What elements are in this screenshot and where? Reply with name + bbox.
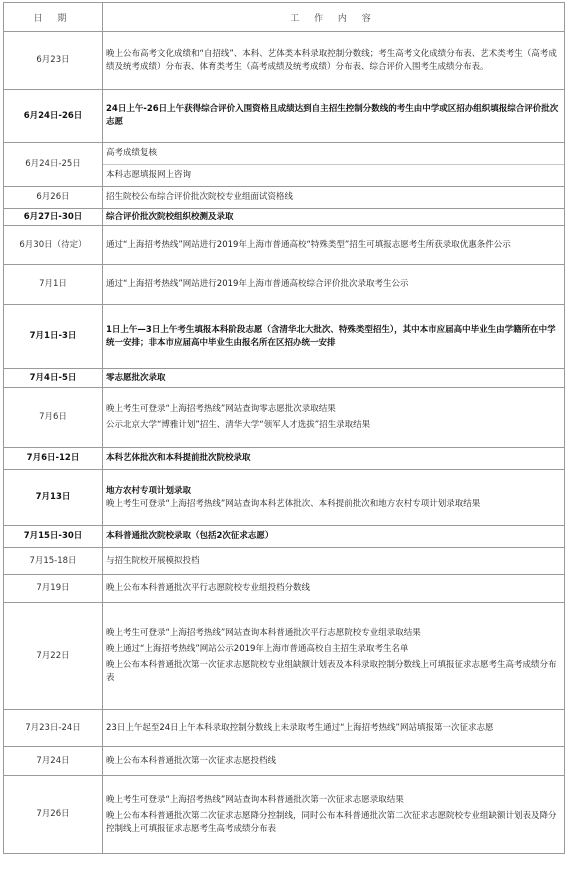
work-line: 综合评价批次院校组织校测及录取 — [106, 211, 234, 222]
work-cell — [103, 776, 565, 854]
table-row — [4, 747, 565, 776]
work-cell — [103, 369, 565, 388]
table-row — [4, 90, 565, 143]
date-cell: 7月24日 — [4, 747, 103, 776]
work-line: 晚上公布高考文化成绩和“自招线”、本科、艺体类本科录取控制分数线；考生高考文化成绩分布表、艺术类考生（高考成绩及统考成绩）分布表、体育类考生（高考成绩及统考成绩）分布表、综合评价入围考生成绩分布表。 — [106, 48, 557, 72]
work-cell — [103, 305, 565, 369]
work-line: 零志愿批次录取 — [106, 372, 166, 383]
work-cell — [103, 90, 565, 143]
work-line: 通过“上海招考热线”网站进行2019年上海市普通高校综合评价批次录取考生公示 — [106, 279, 409, 289]
work-cell — [103, 448, 565, 470]
date-cell: 6月23日 — [4, 32, 103, 90]
work-cell — [103, 548, 565, 575]
date-cell: 7月1日-3日 — [4, 305, 103, 369]
work-cell — [103, 187, 565, 209]
work-cell — [103, 209, 565, 226]
work-line: 公示北京大学“博雅计划”招生、清华大学“领军人才选拔”招生录取结果 — [106, 420, 371, 430]
work-line: 24日上午-26日上午获得综合评价入围资格且成绩达到自主招生控制分数线的考生由中学或区招办组织填报综合评价批次志愿 — [106, 104, 559, 127]
table-row — [4, 710, 565, 747]
date-cell: 7月15-18日 — [4, 548, 103, 575]
work-line: 晚上公布本科普通批次第一次征求志愿院校专业组缺额计划表及本科录取控制分数线上可填报征求志愿考生高考成绩分布表 — [106, 660, 557, 683]
date-cell: 7月15日-30日 — [4, 526, 103, 548]
work-cell — [103, 265, 565, 305]
date-cell: 7月22日 — [4, 603, 103, 710]
work-line: 本科普通批次院校录取（包括2次征求志愿） — [106, 531, 274, 541]
table-row — [4, 470, 565, 526]
table-row — [4, 187, 565, 209]
schedule-table — [3, 2, 565, 854]
work-line: 本科艺体批次和本科提前批次院校录取 — [106, 453, 251, 463]
date-cell: 7月19日 — [4, 575, 103, 603]
work-line: 招生院校公布综合评价批次院校专业组面试资格线 — [106, 192, 294, 202]
table-row — [4, 226, 565, 265]
date-cell: 6月24日-25日 — [4, 143, 103, 187]
work-line: 高考成绩复核 — [106, 148, 158, 158]
date-column-header: 日 期 — [4, 3, 103, 32]
date-cell: 7月6日 — [4, 388, 103, 448]
table-row — [4, 209, 565, 226]
date-cell: 6月27日-30日 — [4, 209, 103, 226]
work-cell — [103, 710, 565, 747]
table-row — [4, 369, 565, 388]
work-cell — [103, 526, 565, 548]
work-line: 晚上公布本科普通批次第二次征求志愿降分控制线，同时公布本科普通批次第二次征求志愿院校专业组缺额计划表及降分控制线上可填报征求志愿考生高考成绩分布表 — [106, 810, 557, 834]
work-line: 1日上午—3日上午考生填报本科阶段志愿（含清华北大批次、特殊类型招生），其中本市应届高中毕业生由学籍所在中学统一安排；非本市应届高中毕业生由报名所在区招办统一安排 — [106, 324, 556, 348]
work-line: 晚上公布本科普通批次第一次征求志愿投档线 — [106, 755, 277, 766]
work-cell — [103, 226, 565, 265]
work-line: 本科志愿填报网上咨询 — [103, 164, 564, 186]
table-row — [4, 603, 565, 710]
date-cell: 6月30日（待定） — [4, 226, 103, 265]
work-line: 晚上考生可登录“上海招考热线”网站查询本科普通批次第一次征求志愿录取结果 — [106, 794, 404, 805]
table-row — [4, 143, 565, 187]
work-line: 晚上公布本科普通批次平行志愿院校专业组投档分数线 — [106, 583, 311, 593]
table-row — [4, 305, 565, 369]
work-cell — [103, 32, 565, 90]
work-cell — [103, 747, 565, 776]
table-row — [4, 448, 565, 470]
table-row — [4, 548, 565, 575]
work-line: 地方农村专项计划录取 — [106, 485, 192, 496]
table-row — [4, 265, 565, 305]
date-cell: 7月4日-5日 — [4, 369, 103, 388]
work-line: 晚上考生可登录“上海招考热线”网站查询本科普通批次平行志愿院校专业组录取结果 — [106, 628, 421, 638]
date-cell: 6月24日-26日 — [4, 90, 103, 143]
work-cell — [103, 143, 565, 187]
table-row — [4, 32, 565, 90]
date-cell: 7月13日 — [4, 470, 103, 526]
date-cell: 7月1日 — [4, 265, 103, 305]
work-column-header: 工 作 内 容 — [103, 3, 565, 32]
work-line: 晚上通过“上海招考热线”网站公示2019年上海市普通高校自主招生录取考生名单 — [106, 644, 409, 654]
work-line: 与招生院校开展模拟投档 — [106, 555, 200, 566]
date-cell: 7月26日 — [4, 776, 103, 854]
table-row — [4, 388, 565, 448]
work-line: 晚上考生可登录“上海招考热线”网站查询零志愿批次录取结果 — [106, 404, 336, 414]
table-row — [4, 526, 565, 548]
table-header-row — [4, 3, 565, 32]
date-cell: 6月26日 — [4, 187, 103, 209]
date-cell: 7月6日-12日 — [4, 448, 103, 470]
work-cell — [103, 388, 565, 448]
table-row — [4, 575, 565, 603]
work-line: 23日上午起至24日上午本科录取控制分数线上未录取考生通过“上海招考热线”网站填报第一次征求志愿 — [106, 722, 494, 733]
work-cell — [103, 470, 565, 526]
work-line: 晚上考生可登录“上海招考热线”网站查询本科艺体批次、本科提前批次和地方农村专项计划录取结果 — [106, 498, 481, 509]
work-cell — [103, 603, 565, 710]
date-cell: 7月23日-24日 — [4, 710, 103, 747]
table-row — [4, 776, 565, 854]
work-cell — [103, 575, 565, 603]
work-line: 通过“上海招考热线”网站进行2019年上海市普通高校“特殊类型”招生可填报志愿考生所获录取优惠条件公示 — [106, 239, 511, 250]
